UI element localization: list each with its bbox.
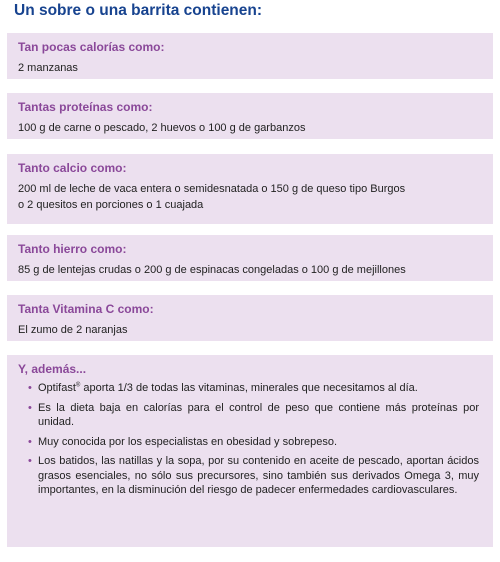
box-proteinas xyxy=(7,93,493,139)
list-item-text: aporta 1/3 de todas las vitaminas, minerales que necesitamos al día. xyxy=(80,382,418,394)
list-item xyxy=(28,435,479,450)
box-vitamina-c xyxy=(7,295,493,341)
page-title: Un sobre o una barrita contienen: xyxy=(14,2,263,19)
list-item xyxy=(28,454,479,498)
box-heading: Tanta Vitamina C como: xyxy=(18,302,154,316)
box-text: El zumo de 2 naranjas xyxy=(18,324,128,336)
box-heading: Tanto hierro como: xyxy=(18,242,127,256)
bullet-icon: • xyxy=(28,435,32,448)
box-heading: Tanto calcio como: xyxy=(18,161,127,175)
list-item xyxy=(28,381,479,396)
list-item xyxy=(28,401,479,430)
box-heading: Tantas proteínas como: xyxy=(18,100,153,114)
brand-name: Optifast xyxy=(38,382,76,394)
list-item-text: Es la dieta baja en calorías para el control de peso que contiene más proteínas por unidad. xyxy=(38,401,479,428)
box-text: 85 g de lentejas crudas o 200 g de espinacas congeladas o 100 g de mejillones xyxy=(18,264,406,276)
box-calcio xyxy=(7,154,493,224)
list-item-text: Los batidos, las natillas y la sopa, por su contenido en aceite de pescado, aportan ácidos grasos esenciales, no sólo sus precursores, sino también sus derivados Omega 3, muy importantes, en la disminución del riesgo de padecer enfermedades cardiovasculares. xyxy=(38,455,479,496)
box-heading: Tan pocas calorías como: xyxy=(18,40,165,54)
box-hierro xyxy=(7,235,493,281)
box-calorias xyxy=(7,33,493,79)
box-text-line: o 2 quesitos en porciones o 1 cuajada xyxy=(18,199,204,211)
bullet-icon: • xyxy=(28,455,32,467)
box-ademas xyxy=(7,355,493,547)
box-text: 100 g de carne o pescado, 2 huevos o 100 g de garbanzos xyxy=(18,122,306,134)
box-text xyxy=(18,181,493,213)
box-text-line: 200 ml de leche de vaca entera o semidesnatada o 150 g de queso tipo Burgos xyxy=(18,183,406,195)
bullet-icon: • xyxy=(28,401,32,414)
box-heading: Y, además... xyxy=(18,362,87,376)
bullet-list xyxy=(18,381,493,498)
bullet-icon: • xyxy=(28,382,32,394)
registered-mark: ® xyxy=(75,382,81,389)
list-item-text: Muy conocida por los especialistas en obesidad y sobrepeso. xyxy=(38,435,338,448)
box-text: 2 manzanas xyxy=(18,62,78,74)
